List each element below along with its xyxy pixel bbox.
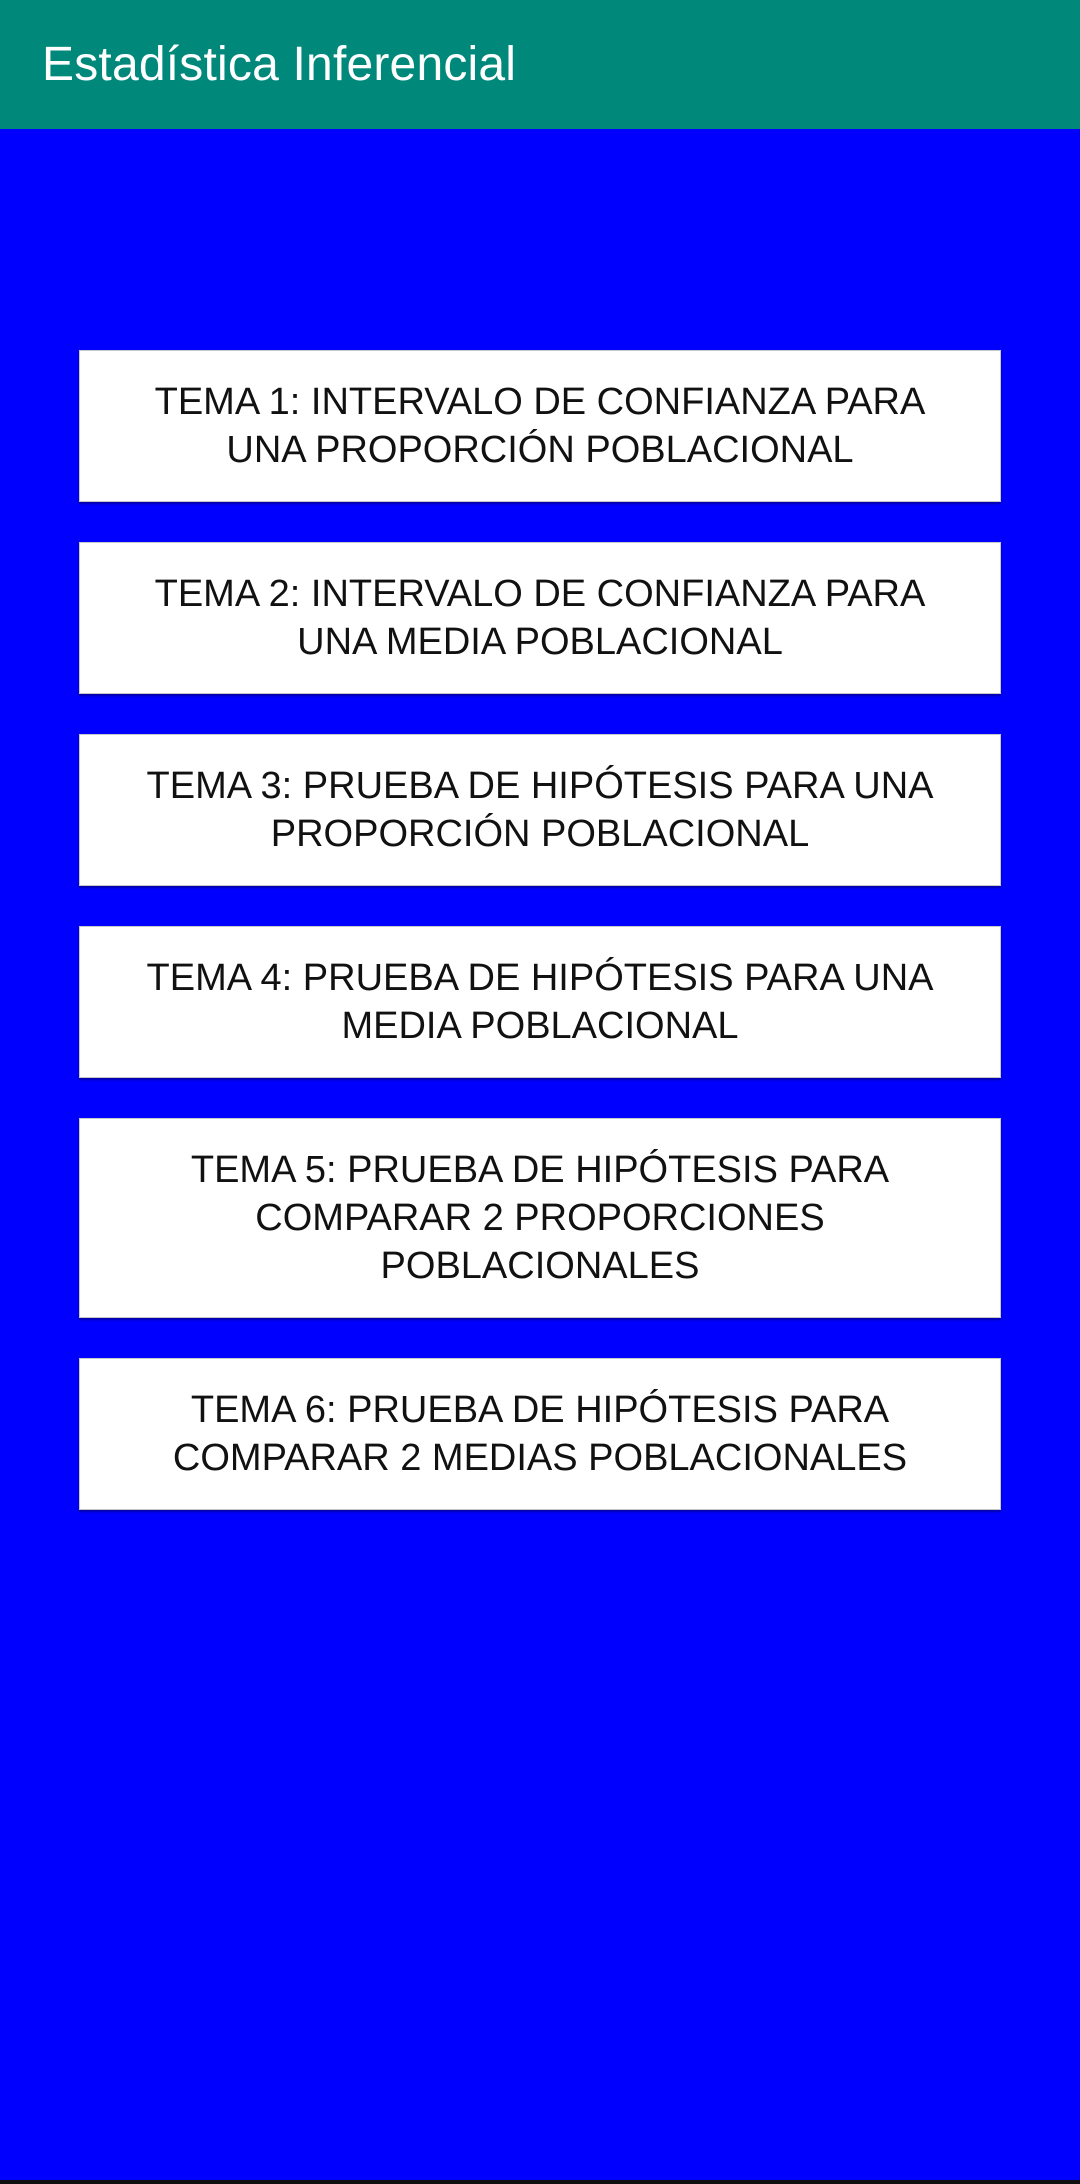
- topic-1-button[interactable]: [79, 350, 1001, 502]
- app-bar: [0, 0, 1080, 129]
- bottom-edge: [0, 2180, 1080, 2184]
- topic-3-button[interactable]: [79, 734, 1001, 886]
- topic-6-button[interactable]: [79, 1358, 1001, 1510]
- app-title: Estadística Inferencial: [42, 38, 517, 91]
- topics-screen: [0, 129, 1080, 2184]
- topic-6-label: TEMA 6: PRUEBA DE HIPÓTESIS PARA COMPARAR 2 MEDIAS POBLACIONALES: [172, 1389, 908, 1479]
- topic-1-label: TEMA 1: INTERVALO DE CONFIANZA PARA UNA PROPORCIÓN POBLACIONAL: [154, 381, 926, 471]
- topic-2-label: TEMA 2: INTERVALO DE CONFIANZA PARA UNA MEDIA POBLACIONAL: [154, 573, 926, 663]
- topic-5-label: TEMA 5: PRUEBA DE HIPÓTESIS PARA COMPARAR 2 PROPORCIONES POBLACIONALES: [190, 1149, 890, 1287]
- topic-5-button[interactable]: [79, 1118, 1001, 1318]
- topic-3-label: TEMA 3: PRUEBA DE HIPÓTESIS PARA UNA PROPORCIÓN POBLACIONAL: [146, 765, 934, 855]
- topic-4-button[interactable]: [79, 926, 1001, 1078]
- topic-4-label: TEMA 4: PRUEBA DE HIPÓTESIS PARA UNA MEDIA POBLACIONAL: [146, 957, 934, 1047]
- topic-2-button[interactable]: [79, 542, 1001, 694]
